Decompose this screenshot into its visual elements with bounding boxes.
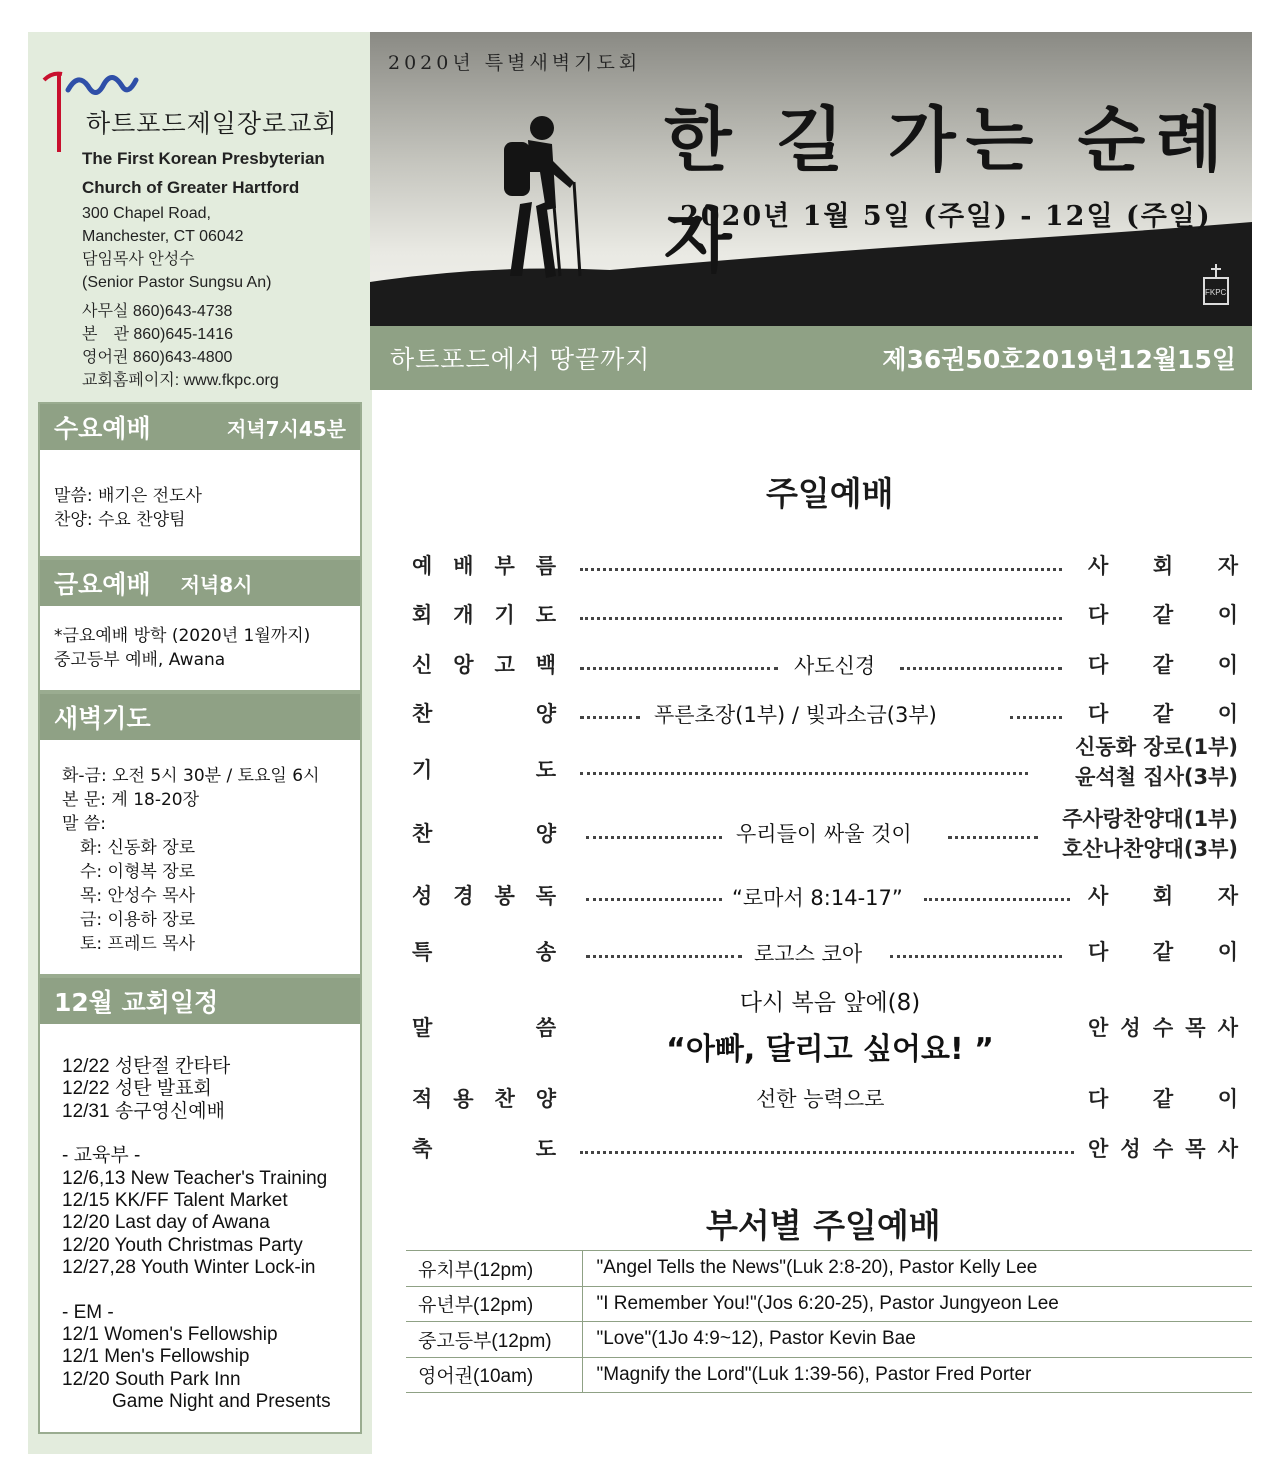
- dept-detail: "I Remember You!"(Jos 6:20-25), Pastor Jungyeon Lee: [582, 1286, 1252, 1322]
- dawn-line: 본 문: 계 18-20장: [62, 790, 200, 810]
- worship-item: 사도신경: [794, 654, 876, 678]
- label-char: 같: [1152, 653, 1174, 677]
- departments-title: 부서별 주일예배: [706, 1206, 941, 1245]
- label-char: 양: [535, 702, 556, 726]
- dot-leader: [924, 898, 1070, 901]
- worship-role: [1088, 936, 1238, 966]
- label-char: 양: [535, 822, 556, 846]
- table-row: [406, 1251, 1252, 1287]
- label-char: 예: [412, 554, 433, 578]
- label-char: 다: [1088, 702, 1109, 726]
- pastor-korean: 담임목사 안성수: [82, 251, 195, 268]
- friday-service-time: 저녁8시: [180, 572, 253, 597]
- label-char: 고: [494, 653, 515, 677]
- label-char: 회: [412, 603, 433, 627]
- label-char: 자: [1217, 554, 1238, 578]
- label-char: 이: [1217, 940, 1238, 964]
- label-char: 봉: [494, 884, 515, 908]
- sidebar: [28, 32, 372, 1454]
- worship-item: 우리들이 싸울 것이: [736, 822, 912, 846]
- friday-service-header: [40, 560, 360, 606]
- dept-name: 유년부(12pm): [406, 1286, 582, 1322]
- label-char: 찬: [494, 1087, 515, 1111]
- church-name-korean: 하트포드제일장로교회: [86, 109, 338, 138]
- label-char: 찬: [412, 702, 433, 726]
- table-row: [406, 1357, 1252, 1393]
- label-char: 적: [412, 1087, 433, 1111]
- schedule-item: 12/20 Last day of Awana: [62, 1212, 270, 1234]
- label-char: 회: [1152, 884, 1174, 908]
- worship-item: 선한 능력으로: [756, 1087, 885, 1111]
- dawn-prayer-box: [38, 692, 362, 976]
- worship-role: [1088, 599, 1238, 629]
- schedule-item: 12/1 Men's Fellowship: [62, 1346, 250, 1368]
- sermon-series: 다시 복음 앞에(8): [739, 990, 921, 1016]
- worship-item: “로마서 8:14-17”: [732, 886, 903, 910]
- label-char: 성: [1120, 1016, 1141, 1040]
- worship-role: [1088, 880, 1238, 910]
- worship-role: [1088, 698, 1238, 728]
- worship-item: 푸른초장(1부) / 빛과소금(3부): [654, 703, 937, 727]
- friday-service-box: [38, 558, 362, 692]
- schedule-item: 12/22 성탄 발표회: [62, 1078, 212, 1100]
- banner-mark-text: FKPC: [1205, 288, 1227, 297]
- label-char: 특: [412, 940, 433, 964]
- label-char: 기: [494, 603, 515, 627]
- church-name-english-1: The First Korean Presbyterian: [82, 149, 325, 168]
- schedule-item: 12/20 South Park Inn: [62, 1368, 241, 1390]
- worship-title: 주일예배: [766, 474, 894, 513]
- worship-role-multi: [1062, 804, 1238, 864]
- dot-leader: [586, 836, 722, 839]
- label-char: 용: [453, 1087, 474, 1111]
- label-char: 말: [412, 1016, 433, 1040]
- sermon-title: “아빠, 달리고 싶어요! ”: [666, 1032, 994, 1067]
- worship-label: [412, 1083, 556, 1113]
- dot-leader: [1010, 716, 1062, 719]
- label-char: 목: [1185, 1016, 1206, 1040]
- wednesday-line: 말씀: 배기은 전도사: [54, 486, 202, 506]
- worship-label: [412, 1133, 556, 1163]
- worship-label: [412, 880, 556, 910]
- dept-detail: "Magnify the Lord"(Luk 1:39-56), Pastor Fred Porter: [582, 1357, 1252, 1393]
- worship-label: [412, 936, 556, 966]
- label-char: 기: [412, 758, 433, 782]
- label-char: 이: [1217, 702, 1238, 726]
- friday-line: *금요예배 방학 (2020년 1월까지): [54, 626, 311, 646]
- label-char: 앙: [453, 653, 474, 677]
- label-char: 송: [535, 940, 556, 964]
- dot-leader: [900, 667, 1062, 670]
- education-heading: - 교육부 -: [62, 1145, 141, 1167]
- phone-office: 사무실 860)643-4738: [82, 303, 233, 320]
- label-char: 독: [535, 884, 556, 908]
- dawn-speaker: 화: 신동화 장로: [80, 838, 196, 858]
- dot-leader: [586, 898, 722, 901]
- label-char: 다: [1088, 1087, 1109, 1111]
- label-char: 같: [1152, 702, 1174, 726]
- wednesday-service-header: [40, 404, 360, 450]
- wednesday-service-time: 저녁7시45분: [226, 416, 346, 441]
- dot-leader: [948, 836, 1038, 839]
- banner-dates: 2020년 1월 5일 (주일) - 12일 (주일): [680, 201, 1212, 232]
- departments-table: [406, 1250, 1252, 1393]
- label-char: 이: [1217, 603, 1238, 627]
- church-info: [82, 144, 325, 392]
- label-char: 다: [1088, 940, 1109, 964]
- label-char: 도: [535, 758, 556, 782]
- label-char: 신: [412, 653, 433, 677]
- label-char: 찬: [412, 822, 433, 846]
- worship-label: [412, 698, 556, 728]
- phone-english: 영어권 860)643-4800: [82, 349, 233, 366]
- worship-label: [412, 649, 556, 679]
- worship-role: [1088, 550, 1238, 580]
- dot-leader: [580, 568, 1062, 571]
- schedule-item: 12/31 송구영신예배: [62, 1100, 225, 1122]
- label-char: 도: [535, 1137, 556, 1161]
- worship-role-line: 신동화 장로(1부): [1075, 735, 1238, 759]
- label-char: 성: [1120, 1137, 1141, 1161]
- wednesday-service-title: 수요예배: [54, 414, 151, 443]
- label-char: 같: [1152, 940, 1174, 964]
- dot-leader: [580, 1151, 1074, 1154]
- em-heading: - EM -: [62, 1301, 114, 1323]
- label-char: 성: [412, 884, 433, 908]
- pastor-english: (Senior Pastor Sungsu An): [82, 274, 272, 291]
- issue-number: 제36권50호2019년12월15일: [882, 345, 1236, 374]
- label-char: 수: [1152, 1016, 1174, 1040]
- worship-label: [412, 599, 556, 629]
- label-char: 사: [1088, 554, 1109, 578]
- motto-bar: [370, 326, 1252, 390]
- worship-role: [1088, 1012, 1238, 1042]
- dot-leader: [580, 617, 1062, 620]
- schedule-item: 12/27,28 Youth Winter Lock-in: [62, 1257, 316, 1279]
- label-char: 백: [535, 653, 556, 677]
- dot-leader: [580, 667, 778, 670]
- schedule-item: 12/15 KK/FF Talent Market: [62, 1190, 288, 1212]
- schedule-item: 12/22 성탄절 칸타타: [62, 1056, 231, 1077]
- dawn-speaker: 토: 프레드 목사: [80, 934, 196, 954]
- label-char: 수: [1152, 1137, 1174, 1161]
- schedule-item: 12/20 Youth Christmas Party: [62, 1234, 303, 1256]
- dot-leader: [890, 955, 1062, 958]
- wednesday-service-box: [38, 402, 362, 558]
- schedule-item: 12/1 Women's Fellowship: [62, 1324, 278, 1346]
- label-char: 회: [1152, 554, 1174, 578]
- wednesday-line: 찬양: 수요 찬양팀: [54, 510, 186, 530]
- worship-item: 로고스 코아: [754, 942, 863, 966]
- label-char: 양: [535, 1087, 556, 1111]
- dept-detail: "Angel Tells the News"(Luk 2:8-20), Pastor Kelly Lee: [582, 1251, 1252, 1287]
- label-char: 목: [1185, 1137, 1206, 1161]
- label-char: 사: [1088, 884, 1109, 908]
- friday-service-title: 금요예배: [54, 570, 151, 599]
- label-char: 사: [1217, 1137, 1238, 1161]
- banner-subtitle: 2020년 특별새벽기도회: [388, 52, 642, 74]
- worship-label: [412, 550, 556, 580]
- friday-line: 중고등부 예배, Awana: [54, 650, 226, 670]
- label-char: 같: [1152, 1087, 1174, 1111]
- dawn-speaker: 금: 이용하 장로: [80, 910, 196, 930]
- table-row: [406, 1286, 1252, 1322]
- label-char: 안: [1088, 1016, 1109, 1040]
- dawn-speaker: 목: 안성수 목사: [80, 886, 196, 906]
- label-char: 다: [1088, 653, 1109, 677]
- church-name-english-2: Church of Greater Hartford: [82, 178, 300, 197]
- december-schedule-title: 12월 교회일정: [54, 988, 219, 1017]
- label-char: 름: [535, 554, 556, 578]
- label-char: 경: [453, 884, 474, 908]
- worship-role: [1088, 1133, 1238, 1163]
- worship-label: [412, 1012, 556, 1042]
- worship-role-line: 호산나찬양대(3부): [1062, 837, 1238, 861]
- label-char: 부: [494, 554, 515, 578]
- label-char: 자: [1217, 884, 1238, 908]
- label-char: 사: [1217, 1016, 1238, 1040]
- label-char: 축: [412, 1137, 433, 1161]
- worship-role: [1088, 1083, 1238, 1113]
- dawn-line: 화-금: 오전 5시 30분 / 토요일 6시: [62, 766, 320, 786]
- dawn-line: 말 씀:: [62, 814, 106, 834]
- motto-text: 하트포드에서 땅끝까지: [390, 345, 651, 374]
- december-schedule-box: [38, 976, 362, 1434]
- worship-label: [412, 818, 556, 848]
- label-char: 다: [1088, 603, 1109, 627]
- worship-role-line: 주사랑찬양대(1부): [1062, 807, 1238, 831]
- church-address-2: Manchester, CT 06042: [82, 228, 244, 245]
- label-char: 안: [1088, 1137, 1109, 1161]
- worship-role-multi: [1075, 732, 1238, 792]
- dawn-prayer-header: [40, 694, 360, 740]
- worship-role-line: 윤석철 집사(3부): [1075, 765, 1238, 789]
- banner-title: 한 길 가는 순례자: [664, 98, 1233, 282]
- dot-leader: [580, 772, 1028, 775]
- label-char: 개: [453, 603, 474, 627]
- label-char: 이: [1217, 1087, 1238, 1111]
- dot-leader: [586, 955, 742, 958]
- schedule-item: 12/6,13 New Teacher's Training: [62, 1167, 328, 1189]
- dept-name: 영어권(10am): [406, 1357, 582, 1393]
- phone-main: 본 관 860)645-1416: [82, 326, 233, 343]
- website: 교회홈페이지: www.fkpc.org: [82, 372, 279, 389]
- schedule-item-continued: Game Night and Presents: [112, 1391, 331, 1413]
- dept-name: 유치부(12pm): [406, 1251, 582, 1287]
- label-char: 같: [1152, 603, 1174, 627]
- dawn-prayer-title: 새벽기도: [54, 704, 151, 733]
- table-row: [406, 1322, 1252, 1358]
- label-char: 이: [1217, 653, 1238, 677]
- dot-leader: [580, 716, 640, 719]
- dept-name: 중고등부(12pm): [406, 1322, 582, 1358]
- december-schedule-header: [40, 978, 360, 1024]
- label-char: 도: [535, 603, 556, 627]
- dawn-speaker: 수: 이형복 장로: [80, 862, 196, 882]
- worship-label: [412, 754, 556, 784]
- dept-detail: "Love"(1Jo 4:9~12), Pastor Kevin Bae: [582, 1322, 1252, 1358]
- church-address-1: 300 Chapel Road,: [82, 205, 211, 222]
- label-char: 씀: [535, 1016, 556, 1040]
- label-char: 배: [453, 554, 474, 578]
- banner: [370, 32, 1252, 326]
- worship-role: [1088, 649, 1238, 679]
